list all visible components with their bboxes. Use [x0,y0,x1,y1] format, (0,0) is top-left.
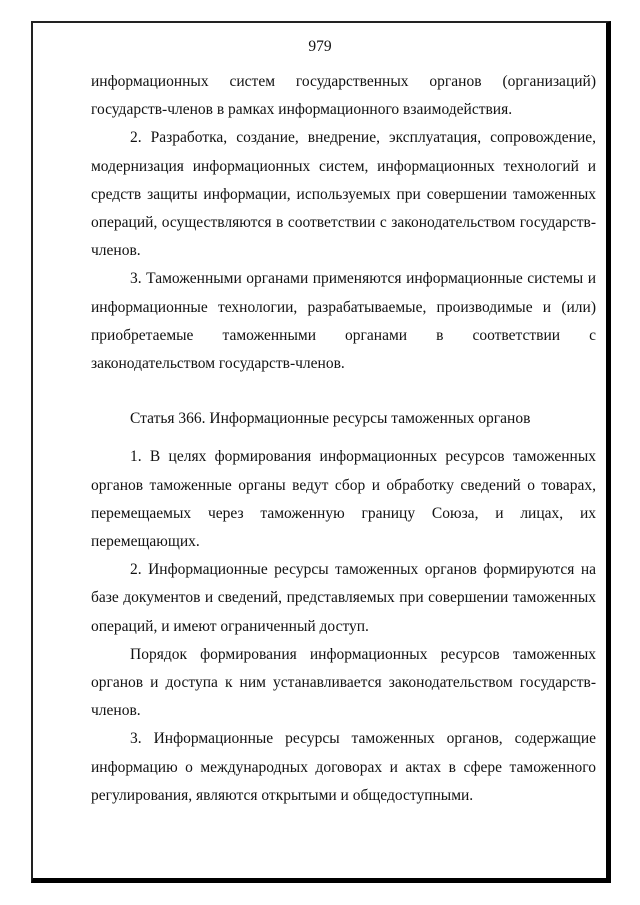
article-paragraph: 1. В целях формирования информационных ресурсов таможенных органов таможенные органы ведут сбор и обработку сведений о товарах, перемещаемых через таможенную границу Союза, и лицах, их перемещающих. [91,448,596,551]
page-number: 979 [308,38,332,55]
paragraph: 3. Таможенными органами применяются информационные системы и информационные технологии, разрабатываемые, производимые и (или) приобретаемые таможенными органами в соответствии с законодательством государств-членов. [91,270,596,373]
article-heading: Статья 366. Информационные ресурсы таможенных органов [130,410,531,428]
article-paragraph: 2. Информационные ресурсы таможенных органов формируются на базе документов и сведений, представляемых при совершении таможенных операций, и имеют ограниченный доступ. [91,561,596,635]
article-paragraph: 3. Информационные ресурсы таможенных органов, содержащие информацию о международных договорах и актах в сфере таможенного регулирования, являются открытыми и общедоступными. [91,730,596,804]
paragraph: 2. Разработка, создание, внедрение, эксплуатация, сопровождение, модернизация информационных систем, информационных технологий и средств защиты информации, используемых при совершении таможенных операций, осуществляются в соответствии с законодательством государств-членов. [91,129,596,260]
paragraph-continuation: информационных систем государственных органов (организаций) государств-членов в рамках информационного взаимодействия. [91,73,596,119]
document-body [91,68,596,810]
article-paragraph: Порядок формирования информационных ресурсов таможенных органов и доступа к ним устанавливается законодательством государств-членов. [91,645,596,720]
